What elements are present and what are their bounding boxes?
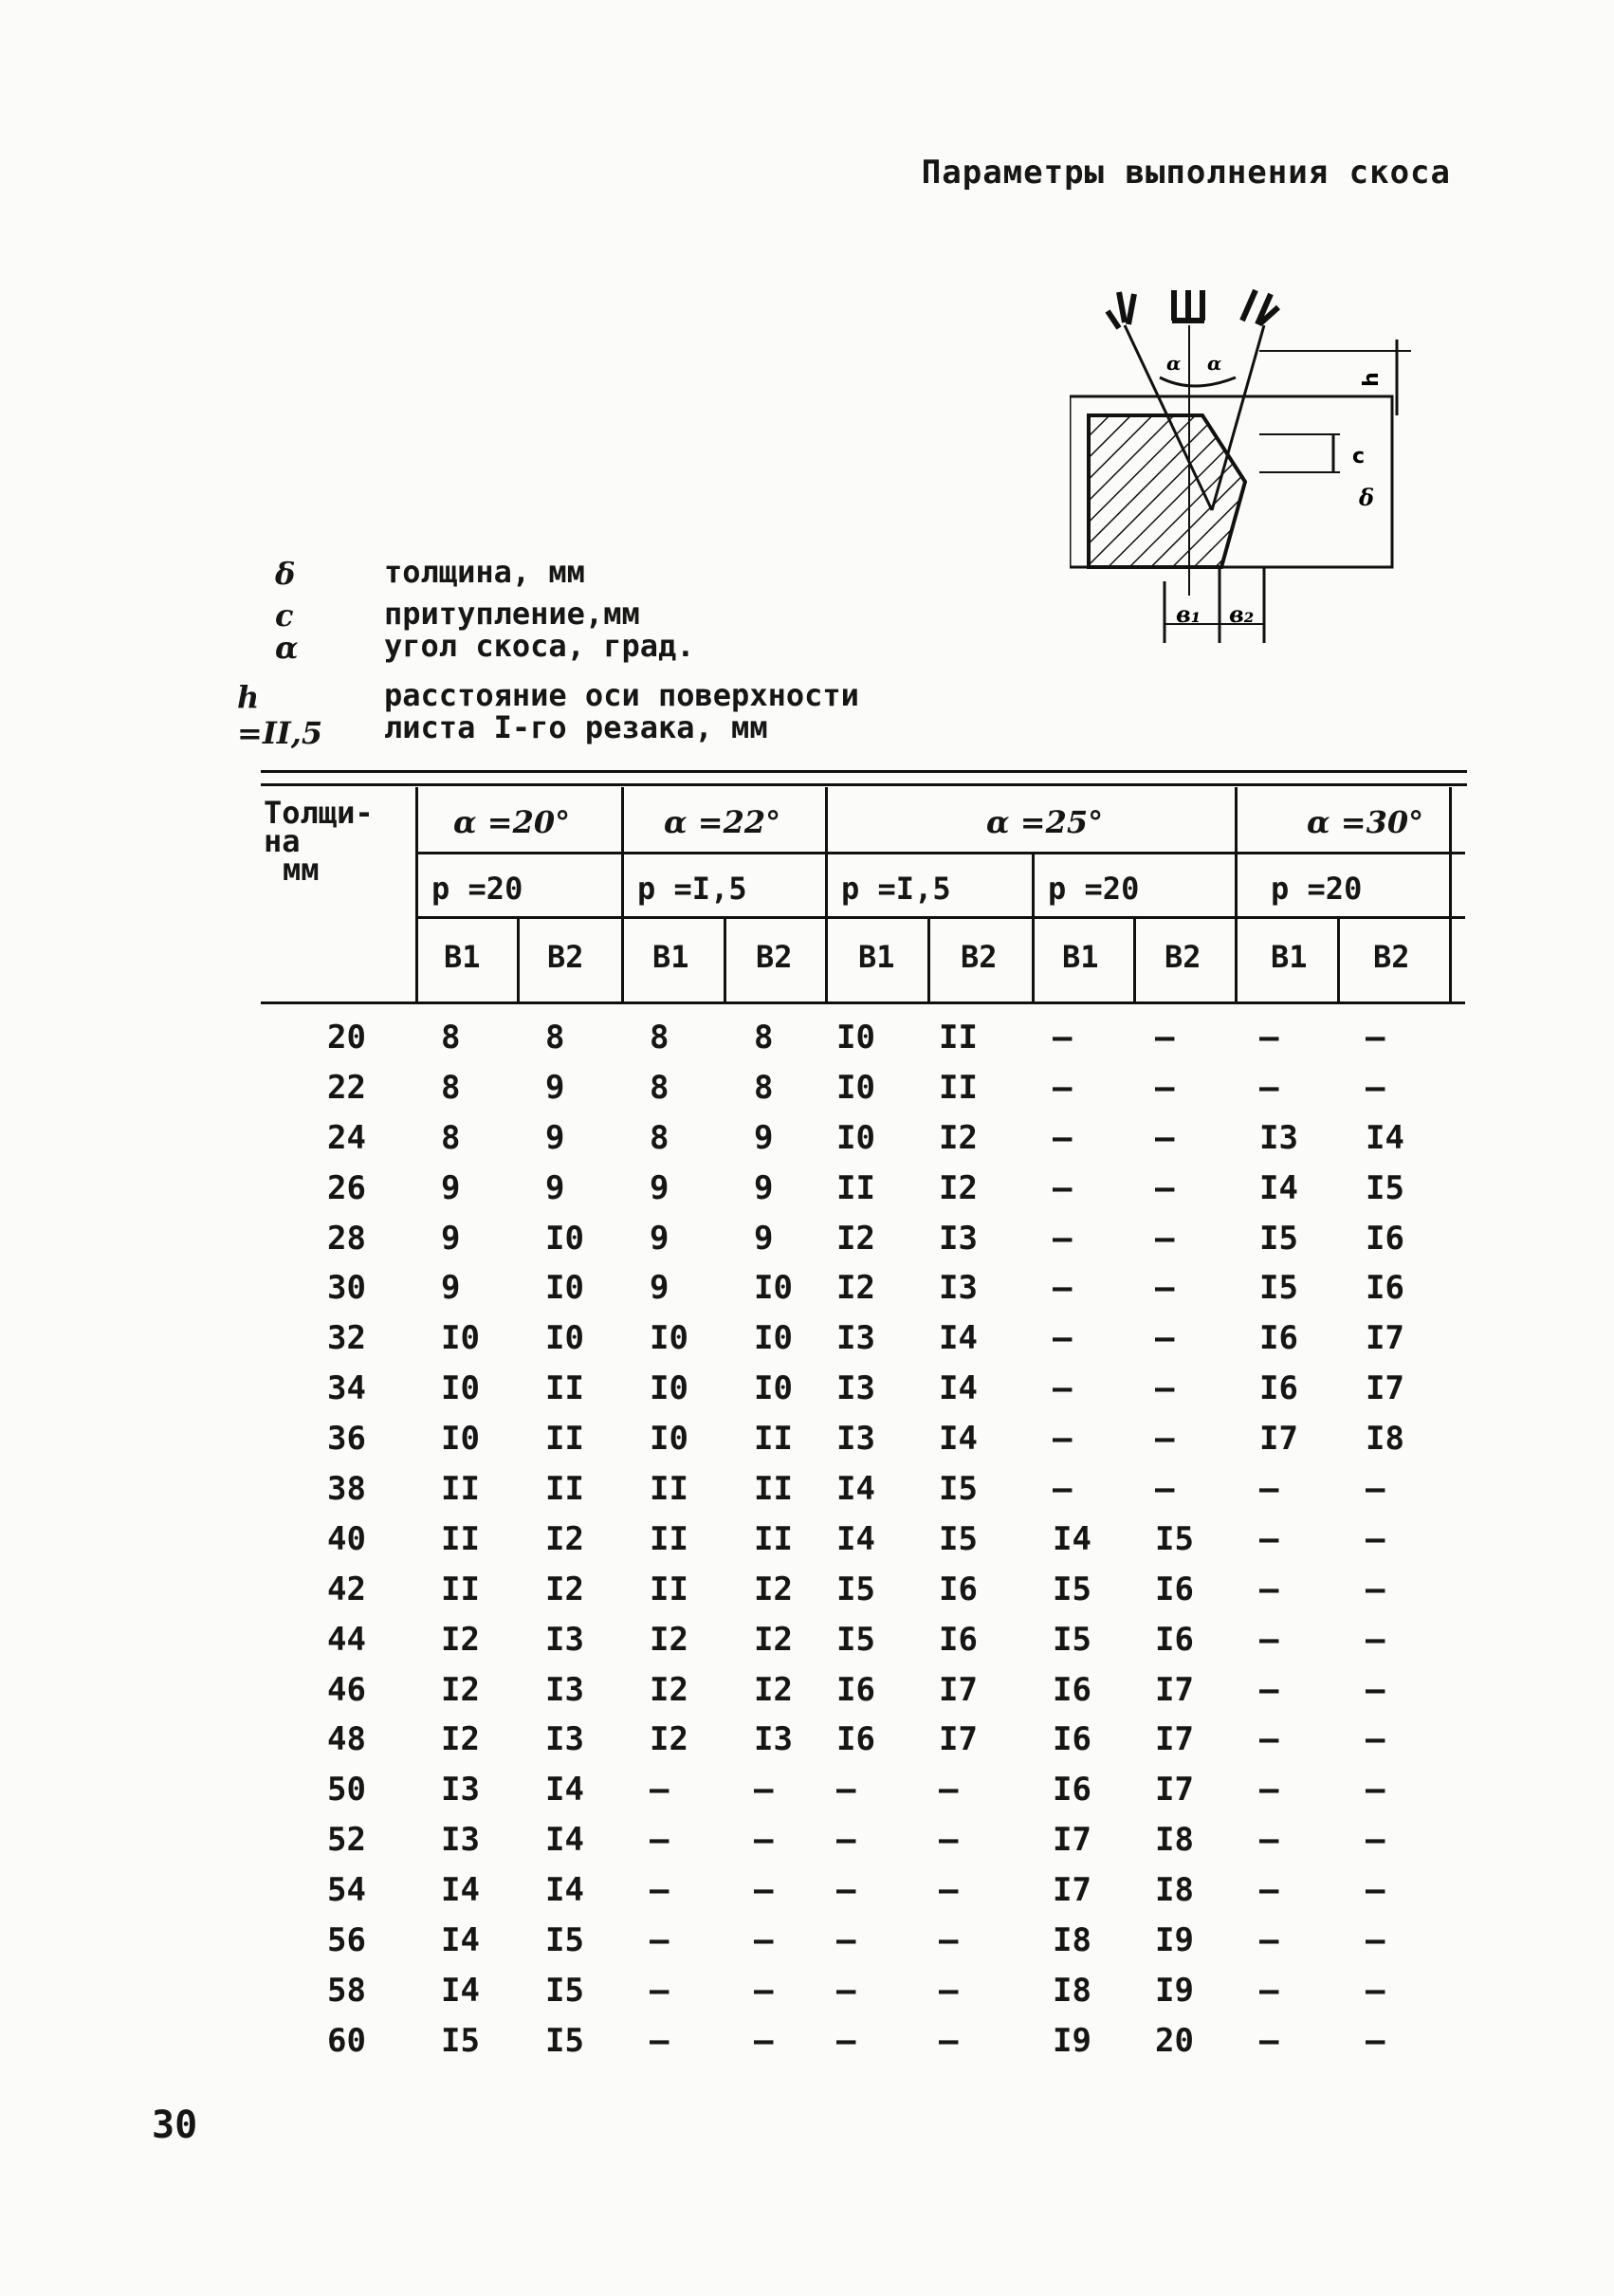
value-cell: I5 (545, 1971, 584, 2010)
value-cell: I7 (1155, 1720, 1194, 1759)
value-cell: I2 (650, 1620, 688, 1659)
value-cell: I9 (1053, 2021, 1091, 2060)
p-group-3: p =I,5 (841, 871, 951, 907)
value-cell: I2 (754, 1620, 793, 1659)
value-cell: – (650, 1921, 669, 1960)
value-cell: – (1366, 1971, 1385, 2010)
col-b2-e: B2 (1373, 939, 1410, 975)
value-cell: I3 (836, 1369, 875, 1408)
value-cell: I6 (939, 1570, 978, 1608)
value-cell: – (1259, 1620, 1279, 1659)
value-cell: – (1053, 1269, 1073, 1308)
value-cell: I0 (545, 1269, 584, 1308)
value-cell: II (939, 1068, 978, 1107)
value-cell: I5 (545, 2021, 584, 2060)
value-cell: – (939, 1921, 959, 1960)
value-cell: – (939, 1871, 959, 1910)
thickness-cell: 34 (327, 1369, 366, 1408)
angle-group-25: α =25° (986, 804, 1104, 840)
table-top-rule (261, 770, 1467, 773)
value-cell: I2 (939, 1118, 978, 1157)
p-group-1: p =20 (431, 871, 523, 907)
value-cell: – (1053, 1068, 1073, 1107)
thickness-cell: 44 (327, 1620, 366, 1659)
value-cell: – (1366, 1921, 1385, 1960)
value-cell: – (1259, 1821, 1279, 1860)
value-cell: – (1155, 1420, 1175, 1459)
value-cell: I6 (1259, 1369, 1298, 1408)
value-cell: – (1259, 1871, 1279, 1910)
thickness-cell: 50 (327, 1771, 366, 1809)
value-cell: I3 (545, 1670, 584, 1709)
value-cell: I4 (545, 1871, 584, 1910)
value-cell: I4 (939, 1420, 978, 1459)
thickness-cell: 46 (327, 1670, 366, 1709)
thickness-cell: 22 (327, 1068, 366, 1107)
value-cell: – (650, 1971, 669, 2010)
thickness-cell: 52 (327, 1821, 366, 1860)
col-b1-b: B1 (652, 939, 689, 975)
value-cell: – (1259, 1068, 1279, 1107)
value-cell: – (1366, 1871, 1385, 1910)
value-cell: – (1155, 1369, 1175, 1408)
value-cell: 8 (441, 1019, 461, 1056)
value-cell: I2 (754, 1670, 793, 1709)
value-cell: 8 (754, 1068, 774, 1107)
value-cell: I4 (441, 1921, 480, 1960)
value-cell: – (650, 1771, 669, 1809)
value-cell: I0 (754, 1319, 793, 1358)
value-cell: – (1155, 1319, 1175, 1358)
value-cell: 9 (545, 1068, 565, 1107)
value-cell: – (939, 1771, 959, 1809)
value-cell: – (1366, 1570, 1385, 1608)
value-cell: II (441, 1570, 480, 1608)
value-cell: I7 (1053, 1821, 1091, 1860)
table-header-bottom-rule (261, 1001, 1465, 1004)
value-cell: – (1259, 1670, 1279, 1709)
value-cell: I6 (836, 1720, 875, 1759)
value-cell: I7 (1155, 1670, 1194, 1709)
value-cell: – (1259, 1570, 1279, 1608)
value-cell: I6 (939, 1620, 978, 1659)
thickness-cell: 56 (327, 1921, 366, 1960)
value-cell: I0 (836, 1019, 875, 1056)
svg-text:α: α (1166, 352, 1182, 375)
value-cell: I4 (1053, 1519, 1091, 1558)
value-cell: II (754, 1470, 793, 1509)
value-cell: – (1366, 1068, 1385, 1107)
value-cell: I4 (545, 1771, 584, 1809)
value-cell: 9 (650, 1168, 669, 1207)
p-group-4: p =20 (1048, 871, 1140, 907)
value-cell: II (836, 1168, 875, 1207)
value-cell: – (1366, 1821, 1385, 1860)
value-cell: I0 (754, 1369, 793, 1408)
value-cell: I2 (441, 1670, 480, 1709)
value-cell: – (1366, 1670, 1385, 1709)
value-cell: I0 (836, 1118, 875, 1157)
value-cell: I0 (650, 1369, 688, 1408)
value-cell: I3 (545, 1620, 584, 1659)
value-cell: I2 (939, 1168, 978, 1207)
value-cell: I4 (1366, 1118, 1404, 1157)
value-cell: – (1155, 1269, 1175, 1308)
value-cell: I7 (939, 1670, 978, 1709)
svg-text:h: h (1360, 372, 1384, 387)
page-title: Параметры выполнения скоса (921, 154, 1451, 192)
bevel-diagram (1070, 283, 1430, 662)
value-cell: – (650, 1871, 669, 1910)
value-cell: I6 (1366, 1219, 1404, 1258)
value-cell: – (754, 2021, 774, 2060)
value-cell: I9 (1155, 1971, 1194, 2010)
value-cell: 8 (650, 1068, 669, 1107)
value-cell: I9 (1155, 1921, 1194, 1960)
value-cell: I3 (1259, 1118, 1298, 1157)
value-cell: I6 (1053, 1670, 1091, 1709)
thickness-cell: 32 (327, 1319, 366, 1358)
angle-group-30: α =30° (1307, 804, 1424, 840)
value-cell: – (1259, 1019, 1279, 1056)
value-cell: II (754, 1519, 793, 1558)
value-cell: – (1366, 1771, 1385, 1809)
value-cell: I2 (650, 1670, 688, 1709)
value-cell: – (1366, 1620, 1385, 1659)
value-cell: II (650, 1570, 688, 1608)
thickness-cell: 42 (327, 1570, 366, 1608)
value-cell: I4 (545, 1821, 584, 1860)
value-cell: – (836, 1771, 856, 1809)
value-cell: – (1366, 2021, 1385, 2060)
value-cell: 8 (441, 1118, 461, 1157)
value-cell: I8 (1155, 1821, 1194, 1860)
value-cell: I6 (836, 1670, 875, 1709)
thickness-cell: 48 (327, 1720, 366, 1759)
value-cell: I6 (1155, 1620, 1194, 1659)
value-cell: – (1155, 1470, 1175, 1509)
value-cell: – (1053, 1219, 1073, 1258)
value-cell: – (939, 1971, 959, 2010)
value-cell: I5 (441, 2021, 480, 2060)
value-cell: – (1053, 1118, 1073, 1157)
value-cell: – (1155, 1019, 1175, 1056)
value-cell: – (1259, 1519, 1279, 1558)
value-cell: I5 (939, 1470, 978, 1509)
b2-label: в₂ (1229, 600, 1255, 628)
value-cell: – (754, 1921, 774, 1960)
value-cell: – (836, 1921, 856, 1960)
value-cell: II (545, 1470, 584, 1509)
thickness-header-1: Толщи- (264, 795, 374, 831)
col-b2-b: B2 (756, 939, 793, 975)
value-cell: I7 (1155, 1771, 1194, 1809)
value-cell: I7 (939, 1720, 978, 1759)
value-cell: 9 (650, 1269, 669, 1308)
value-cell: I2 (650, 1720, 688, 1759)
value-cell: I2 (836, 1269, 875, 1308)
value-cell: – (754, 1821, 774, 1860)
value-cell: I6 (1053, 1771, 1091, 1809)
value-cell: 9 (754, 1118, 774, 1157)
value-cell: II (441, 1470, 480, 1509)
value-cell: I6 (1366, 1269, 1404, 1308)
value-cell: 9 (545, 1168, 565, 1207)
value-cell: I8 (1155, 1871, 1194, 1910)
value-cell: 8 (650, 1118, 669, 1157)
col-b1-a: B1 (444, 939, 481, 975)
value-cell: – (1155, 1168, 1175, 1207)
value-cell: – (1259, 1771, 1279, 1809)
value-cell: I3 (754, 1720, 793, 1759)
value-cell: I5 (1259, 1219, 1298, 1258)
value-cell: – (939, 2021, 959, 2060)
value-cell: I4 (441, 1871, 480, 1910)
value-cell: I5 (1259, 1269, 1298, 1308)
value-cell: I7 (1259, 1420, 1298, 1459)
value-cell: 8 (754, 1019, 774, 1056)
value-cell: 9 (441, 1269, 461, 1308)
thickness-cell: 36 (327, 1420, 366, 1459)
value-cell: I4 (1259, 1168, 1298, 1207)
thickness-cell: 58 (327, 1971, 366, 2010)
col-b2-c: B2 (961, 939, 998, 975)
svg-text:α: α (1207, 352, 1222, 375)
value-cell: – (836, 1971, 856, 2010)
value-cell: – (1053, 1019, 1073, 1056)
value-cell: I5 (939, 1519, 978, 1558)
value-cell: II (545, 1369, 584, 1408)
value-cell: – (1259, 1720, 1279, 1759)
thickness-cell: 26 (327, 1168, 366, 1207)
value-cell: – (650, 1821, 669, 1860)
value-cell: – (836, 2021, 856, 2060)
p-group-5: p =20 (1271, 871, 1363, 907)
value-cell: 8 (545, 1019, 565, 1056)
value-cell: – (754, 1971, 774, 2010)
value-cell: – (754, 1871, 774, 1910)
value-cell: – (1366, 1519, 1385, 1558)
value-cell: I2 (836, 1219, 875, 1258)
value-cell: II (650, 1470, 688, 1509)
value-cell: – (1259, 1971, 1279, 2010)
value-cell: I0 (545, 1219, 584, 1258)
torch-left-icon (1108, 292, 1134, 328)
value-cell: – (1259, 1470, 1279, 1509)
value-cell: – (1053, 1470, 1073, 1509)
value-cell: I5 (836, 1570, 875, 1608)
value-cell: I5 (1155, 1519, 1194, 1558)
value-cell: 9 (650, 1219, 669, 1258)
value-cell: I3 (939, 1269, 978, 1308)
value-cell: – (1053, 1168, 1073, 1207)
value-cell: I0 (836, 1068, 875, 1107)
value-cell: I7 (1053, 1871, 1091, 1910)
value-cell: I8 (1053, 1921, 1091, 1960)
value-cell: I8 (1053, 1971, 1091, 2010)
col-b1-d: B1 (1062, 939, 1099, 975)
value-cell: I0 (545, 1319, 584, 1358)
torch-center-icon (1172, 290, 1204, 322)
value-cell: II (939, 1019, 978, 1056)
value-cell: – (939, 1821, 959, 1860)
thickness-cell: 54 (327, 1871, 366, 1910)
value-cell: I2 (754, 1570, 793, 1608)
col-b2-a: B2 (547, 939, 584, 975)
angle-group-20: α =20° (453, 804, 571, 840)
value-cell: I3 (441, 1771, 480, 1809)
angle-group-22: α =22° (664, 804, 781, 840)
value-cell: I4 (939, 1319, 978, 1358)
value-cell: 9 (441, 1168, 461, 1207)
value-cell: I0 (441, 1420, 480, 1459)
value-cell: I5 (836, 1620, 875, 1659)
value-cell: II (441, 1519, 480, 1558)
thickness-cell: 40 (327, 1519, 366, 1558)
thickness-cell: 38 (327, 1470, 366, 1509)
value-cell: – (1053, 1319, 1073, 1358)
value-cell: – (754, 1771, 774, 1809)
value-cell: I0 (441, 1319, 480, 1358)
value-cell: I7 (1366, 1369, 1404, 1408)
value-cell: – (1053, 1420, 1073, 1459)
col-b1-e: B1 (1271, 939, 1308, 975)
p-group-2: p =I,5 (637, 871, 747, 907)
thickness-cell: 30 (327, 1269, 366, 1308)
thickness-cell: 28 (327, 1219, 366, 1258)
value-cell: I6 (1053, 1720, 1091, 1759)
value-cell: I0 (650, 1420, 688, 1459)
value-cell: I4 (836, 1470, 875, 1509)
b1-label: в₁ (1176, 600, 1201, 628)
value-cell: I3 (836, 1319, 875, 1358)
value-cell: 8 (650, 1019, 669, 1056)
value-cell: II (545, 1420, 584, 1459)
svg-text:δ: δ (1359, 484, 1375, 511)
value-cell: 9 (754, 1168, 774, 1207)
value-cell: I2 (441, 1720, 480, 1759)
value-cell: – (1053, 1369, 1073, 1408)
thickness-header-2: на (264, 823, 301, 859)
thickness-cell: 60 (327, 2021, 366, 2060)
value-cell: 8 (441, 1068, 461, 1107)
value-cell: I6 (1155, 1570, 1194, 1608)
value-cell: I5 (1053, 1620, 1091, 1659)
col-b2-d: B2 (1165, 939, 1201, 975)
table-top-rule-2 (261, 783, 1467, 786)
value-cell: I3 (939, 1219, 978, 1258)
value-cell: II (650, 1519, 688, 1558)
value-cell: 9 (441, 1219, 461, 1258)
value-cell: – (836, 1871, 856, 1910)
value-cell: II (754, 1420, 793, 1459)
value-cell: – (1366, 1470, 1385, 1509)
thickness-cell: 24 (327, 1118, 366, 1157)
value-cell: I2 (545, 1519, 584, 1558)
value-cell: 9 (545, 1118, 565, 1157)
svg-text:c: c (1352, 445, 1366, 468)
col-b1-c: B1 (858, 939, 895, 975)
thickness-cell: 20 (327, 1019, 366, 1056)
value-cell: I2 (545, 1570, 584, 1608)
value-cell: I3 (836, 1420, 875, 1459)
value-cell: – (1366, 1720, 1385, 1759)
torch-right-icon (1242, 290, 1278, 324)
value-cell: I0 (754, 1269, 793, 1308)
value-cell: I7 (1366, 1319, 1404, 1358)
value-cell: 20 (1155, 2021, 1194, 2060)
value-cell: 9 (754, 1219, 774, 1258)
value-cell: I6 (1259, 1319, 1298, 1358)
value-cell: – (1366, 1019, 1385, 1056)
value-cell: I5 (1053, 1570, 1091, 1608)
value-cell: – (1155, 1219, 1175, 1258)
thickness-header-3: мм (283, 852, 320, 888)
value-cell: I4 (939, 1369, 978, 1408)
value-cell: – (1259, 2021, 1279, 2060)
value-cell: I0 (650, 1319, 688, 1358)
value-cell: – (1155, 1068, 1175, 1107)
value-cell: I4 (441, 1971, 480, 2010)
value-cell: I5 (1366, 1168, 1404, 1207)
value-cell: I0 (441, 1369, 480, 1408)
value-cell: – (1259, 1921, 1279, 1960)
value-cell: I3 (545, 1720, 584, 1759)
value-cell: I5 (545, 1921, 584, 1960)
value-cell: I3 (441, 1821, 480, 1860)
value-cell: I4 (836, 1519, 875, 1558)
value-cell: – (836, 1821, 856, 1860)
value-cell: I8 (1366, 1420, 1404, 1459)
value-cell: – (650, 2021, 669, 2060)
value-cell: I2 (441, 1620, 480, 1659)
value-cell: – (1155, 1118, 1175, 1157)
page-number: 30 (152, 2103, 198, 2147)
